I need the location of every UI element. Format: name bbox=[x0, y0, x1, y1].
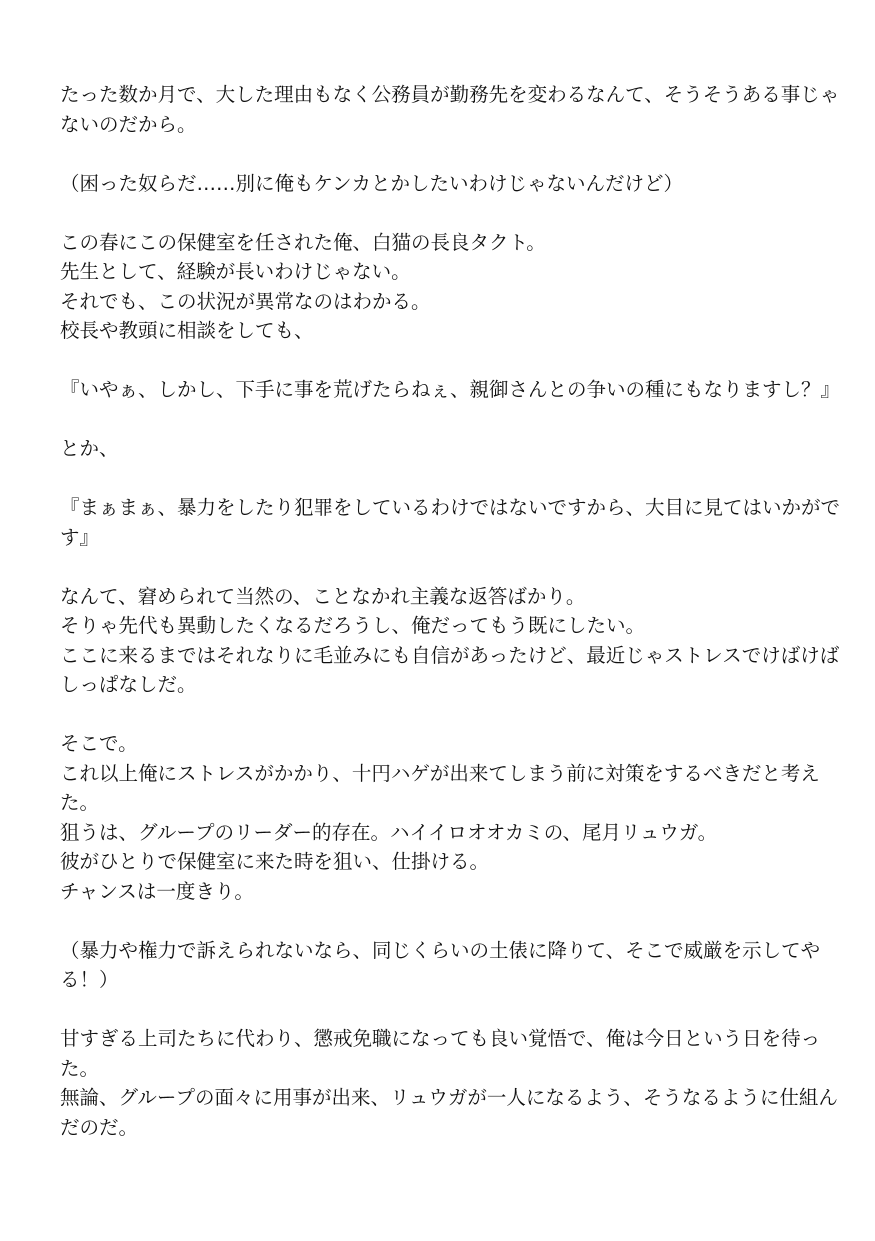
paragraph bbox=[60, 1024, 838, 1142]
text-line: 甘すぎる上司たちに代わり、懲戒免職になっても良い覚悟で、俺は今日という日を待っ bbox=[60, 1027, 821, 1050]
paragraph bbox=[60, 729, 820, 906]
text-line: 先生として、経験が長いわけじゃない。 bbox=[60, 260, 411, 283]
paragraph bbox=[60, 169, 820, 199]
text-line: （暴力や権力で訴えられないなら、同じくらいの土俵に降りて、そこで威厳を示してや bbox=[60, 938, 821, 962]
text-line: そりゃ先代も異動したくなるだろうし、俺だってもう既にしたい。 bbox=[60, 614, 646, 637]
text-line: 『まぁまぁ、暴力をしたり犯罪をしているわけではないですから、大目に見てはいかがで bbox=[60, 496, 841, 519]
text-line: とか、 bbox=[60, 437, 119, 460]
text-line: た。 bbox=[60, 1056, 100, 1080]
text-line: なんて、窘められて当然の、ことなかれ主義な返答ばかり。 bbox=[60, 584, 586, 608]
paragraph bbox=[60, 493, 841, 552]
text-line: ここに来るまではそれなりに毛並みにも自信があったけど、最近じゃストレスでけばけば bbox=[60, 643, 840, 667]
text-line: たった数か月で、大した理由もなく公務員が勤務先を変わるなんて、そうそうある事じゃ bbox=[60, 83, 840, 106]
text-line: 彼がひとりで保健室に来た時を狙い、仕掛ける。 bbox=[60, 850, 490, 873]
text-line: 『いやぁ、しかし、下手に事を荒げたらねぇ、親御さんとの争いの種にもなりますし？』 bbox=[60, 378, 841, 401]
text-line: この春にこの保健室を任された俺、白猫の長良タクト。 bbox=[60, 230, 546, 254]
text-line: チャンスは一度きり。 bbox=[60, 879, 254, 903]
paragraph bbox=[60, 434, 820, 464]
text-line: す』 bbox=[60, 525, 100, 549]
text-line: これ以上俺にストレスがかかり、十円ハゲが出来てしまう前に対策をするべきだと考え bbox=[60, 761, 820, 785]
paragraph bbox=[60, 582, 840, 700]
text-line: る！） bbox=[60, 968, 119, 991]
paragraph bbox=[60, 80, 840, 139]
text-line: それでも、この状況が異常なのはわかる。 bbox=[60, 289, 431, 313]
paragraph bbox=[60, 375, 841, 405]
text-line: ないのだから。 bbox=[60, 112, 197, 136]
text-line: だのだ。 bbox=[60, 1115, 139, 1139]
text-line: 無論、グループの面々に用事が出来、リュウガが一人になるよう、そうなるように仕組ん bbox=[60, 1086, 838, 1109]
paragraph bbox=[60, 936, 820, 995]
text-line: しっぱなしだ。 bbox=[60, 673, 197, 696]
text-line: 校長や教頭に相談をしても、 bbox=[60, 319, 314, 342]
text-line: そこで。 bbox=[60, 732, 138, 755]
text-line: た。 bbox=[60, 791, 100, 814]
paragraph bbox=[60, 228, 820, 346]
text-line: 狙うは、グループのリーダー的存在。ハイイロオオカミの、尾月リュウガ。 bbox=[60, 820, 718, 844]
story-text bbox=[60, 80, 841, 1142]
text-line: （困った奴らだ……別に俺もケンカとかしたいわけじゃないんだけど） bbox=[60, 171, 684, 195]
